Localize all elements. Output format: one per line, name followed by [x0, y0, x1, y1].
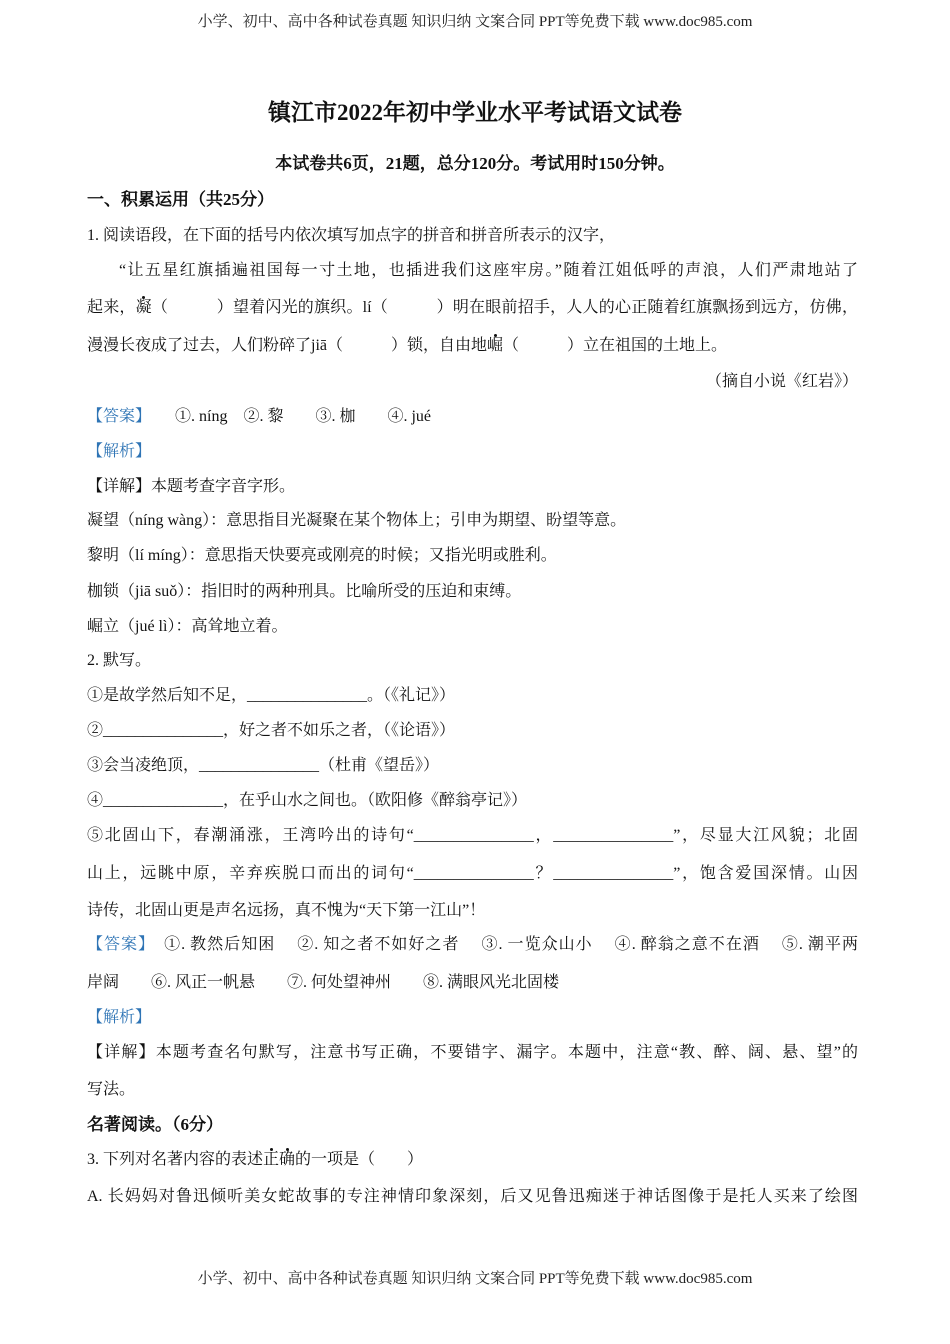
text-segment: 【详解】本题考查字音字形。 — [87, 478, 296, 495]
text-line — [87, 755, 858, 777]
text-segment: 崛立（jué lì）：高耸地立着。 — [87, 618, 288, 635]
text-line — [87, 260, 858, 282]
section-tag: 【解析】 — [87, 1009, 152, 1026]
text-segment: A. 长妈妈对鲁迅倾听美女蛇故事的专注神情印象深刻，后又见鲁迅痴迷于神话图像于是托人买来了绘图 — [87, 1188, 858, 1205]
text-line — [87, 1007, 858, 1029]
text-line — [87, 1042, 858, 1064]
text-line — [87, 545, 858, 567]
emphasized-char: 正 — [263, 1151, 280, 1168]
text-segment: 枷锁（jiā suǒ）：指旧时的两种刑具。比喻所受的压迫和束缚。 — [87, 583, 522, 600]
text-line — [87, 297, 858, 319]
text-line — [87, 720, 858, 742]
text-segment: ④_______________，在乎山水之间也。（欧阳修《醉翁亭记》） — [87, 792, 528, 809]
text-segment: 【详解】本题考查名句默写，注意书写正确，不要错字、漏字。本题中，注意“教、醉、阔、悬、望”的 — [87, 1044, 858, 1061]
text-line — [87, 1079, 858, 1101]
text-line — [87, 225, 858, 247]
text-segment: 写法。 — [87, 1081, 136, 1098]
text-line — [87, 934, 858, 956]
text-segment: 诗传，北固山更是声名远扬，真不愧为“天下第一江山”！ — [87, 902, 486, 919]
text-line — [87, 1114, 858, 1136]
text-segment: （摘自小说《红岩》） — [705, 373, 858, 390]
text-segment: ①是故学然后知不足，_______________。（《礼记》） — [87, 687, 456, 704]
text-line — [87, 189, 858, 211]
emphasized-char: 崛 — [487, 337, 504, 354]
text-segment: 2. 默写。 — [87, 652, 152, 669]
text-line — [87, 825, 858, 847]
text-line — [87, 476, 858, 498]
text-segment: 起来， — [87, 299, 136, 316]
text-line — [87, 900, 858, 922]
text-line — [87, 790, 858, 812]
page-header: 小学、初中、高中各种试卷真题 知识归纳 文案合同 PPT等免费下载 www.doc985.com — [197, 14, 753, 30]
text-segment: 漫漫长夜成了过去，人们粉碎了jiā（ ）锁，自由地 — [87, 337, 487, 354]
text-segment: 凝望（níng wàng）：意思指目光凝聚在某个物体上；引申为期望、盼望等意。 — [87, 512, 627, 529]
text-segment: （ ）立在祖国的土地上。 — [503, 337, 728, 354]
text-segment: “让五星红旗插遍祖国每一寸土地，也插进我们这座牢房。”随着江姐低呼的声浪，人们严肃地站了 — [119, 262, 858, 279]
text-line — [87, 616, 858, 638]
text-line — [87, 972, 858, 994]
section-tag: 【解析】 — [87, 443, 152, 460]
text-segment: 名著阅读。（6分） — [87, 1115, 223, 1134]
text-line — [87, 581, 858, 603]
text-segment: ③会当凌绝顶，_______________（杜甫《望岳》） — [87, 757, 440, 774]
text-segment: 岸阔 ⑥. 风正一帆悬 ⑦. 何处望神州 ⑧. 满眼风光北固楼 — [87, 974, 560, 991]
text-segment: ②_______________，好之者不如乐之者，（《论语》） — [87, 722, 456, 739]
emphasized-char: 凝 — [135, 299, 152, 316]
page-title: 镇江市2022年初中学业水平考试语文试卷 — [268, 100, 682, 125]
text-segment: 1. 阅读语段，在下面的括号内依次填写加点字的拼音和拼音所表示的汉字， — [87, 227, 616, 244]
section-tag: 【答案】 — [87, 408, 144, 425]
exam-subtitle: 本试卷共6页，21题，总分120分。考试用时150分钟。 — [275, 154, 675, 173]
text-segment: ⑤北固山下，春潮涌涨，王湾吟出的诗句“_______________，_______________”，尽显大江风貌；北固 — [87, 827, 858, 844]
text-line — [87, 510, 858, 532]
text-segment: 3. 下列对名著内容的表述 — [87, 1151, 264, 1168]
page-footer: 小学、初中、高中各种试卷真题 知识归纳 文案合同 PPT等免费下载 www.doc985.com — [197, 1271, 753, 1287]
text-segment: 一、积累运用（共25分） — [87, 190, 274, 209]
text-segment: 山上，远眺中原，辛弃疾脱口而出的词句“_______________？_______________”，饱含爱国深情。山因 — [87, 865, 858, 882]
text-segment: （ ）望着闪光的旗织。lí（ ）明在眼前招手，人人的心正随着红旗飘扬到远方，仿佛， — [151, 299, 858, 316]
text-segment: ①. 教然后知困 ②. 知之者不如好之者 ③. 一览众山小 ④. 醉翁之意不在酒 ⑤. 潮平两 — [147, 936, 858, 953]
text-line — [87, 685, 858, 707]
text-segment: 黎明（lí míng）：意思指天快要亮或刚亮的时候；又指光明或胜利。 — [87, 547, 557, 564]
text-line — [87, 863, 858, 885]
text-line — [87, 335, 858, 357]
section-tag: 【答案】 — [87, 936, 148, 953]
text-line — [87, 650, 858, 672]
text-segment: 的一项是（ ） — [295, 1151, 424, 1168]
emphasized-char: 确 — [279, 1151, 296, 1168]
text-line — [87, 1149, 858, 1171]
text-line — [87, 406, 858, 428]
text-line — [87, 371, 858, 393]
text-line — [87, 441, 858, 463]
text-line — [87, 1186, 858, 1208]
text-segment: ①. níng ②. 黎 ③. 枷 ④. jué — [143, 408, 432, 425]
